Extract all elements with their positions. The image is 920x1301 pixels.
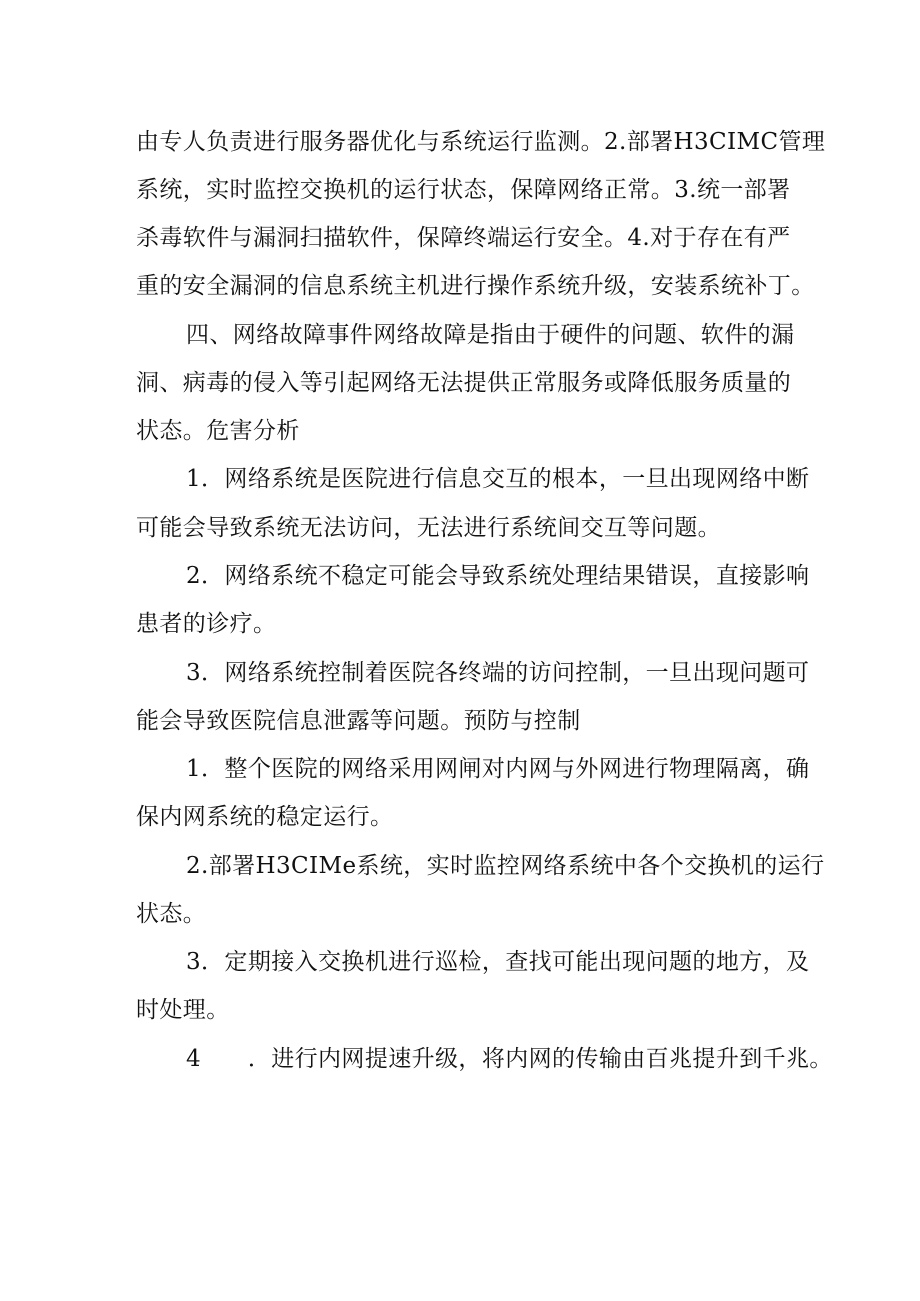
text-line-19: 时处理。	[136, 997, 230, 1023]
text-line-3: 杀毒软件与漏洞扫描软件，保障终端运行安全。4.对于存在有严	[136, 225, 791, 251]
text-line-16: 2.部署H3CIMe系统，实时监控网络系统中各个交换机的运行	[186, 853, 825, 879]
text-line-9: 可能会导致系统无法访问，无法进行系统间交互等问题。	[136, 515, 721, 541]
text-line-17: 状态。	[136, 901, 207, 927]
text-line-15: 保内网系统的稳定运行。	[136, 804, 394, 830]
text-line-2: 系统，实时监控交换机的运行状态，保障网络正常。3.统一部署	[136, 177, 791, 203]
text-line-18: 3．定期接入交换机进行巡检，查找可能出现问题的地方，及	[186, 949, 810, 975]
text-line-4: 重的安全漏洞的信息系统主机进行操作系统升级，安装系统补丁。	[136, 273, 815, 299]
text-line-11: 患者的诊疗。	[136, 611, 277, 637]
text-line-12: 3．网络系统控制着医院各终端的访问控制，一旦出现问题可	[186, 660, 810, 686]
text-line-7: 状态。危害分析	[136, 418, 300, 444]
text-line-6: 洞、病毒的侵入等引起网络无法提供正常服务或降低服务质量的	[136, 370, 792, 396]
text-line-13: 能会导致医院信息泄露等问题。预防与控制	[136, 708, 581, 734]
text-line-1: 由专人负责进行服务器优化与系统运行监测。2.部署H3CIMC管理	[136, 129, 826, 155]
text-line-14: 1．整个医院的网络采用网闸对内网与外网进行物理隔离，确	[186, 756, 810, 782]
text-line-5: 四、网络故障事件网络故障是指由于硬件的问题、软件的漏	[186, 322, 795, 348]
text-line-10: 2．网络系统不稳定可能会导致系统处理结果错误，直接影响	[186, 563, 810, 589]
text-line-20: 4 ．进行内网提速升级，将内网的传输由百兆提升到千兆。	[186, 1046, 833, 1072]
text-line-8: 1．网络系统是医院进行信息交互的根本，一旦出现网络中断	[186, 466, 810, 492]
